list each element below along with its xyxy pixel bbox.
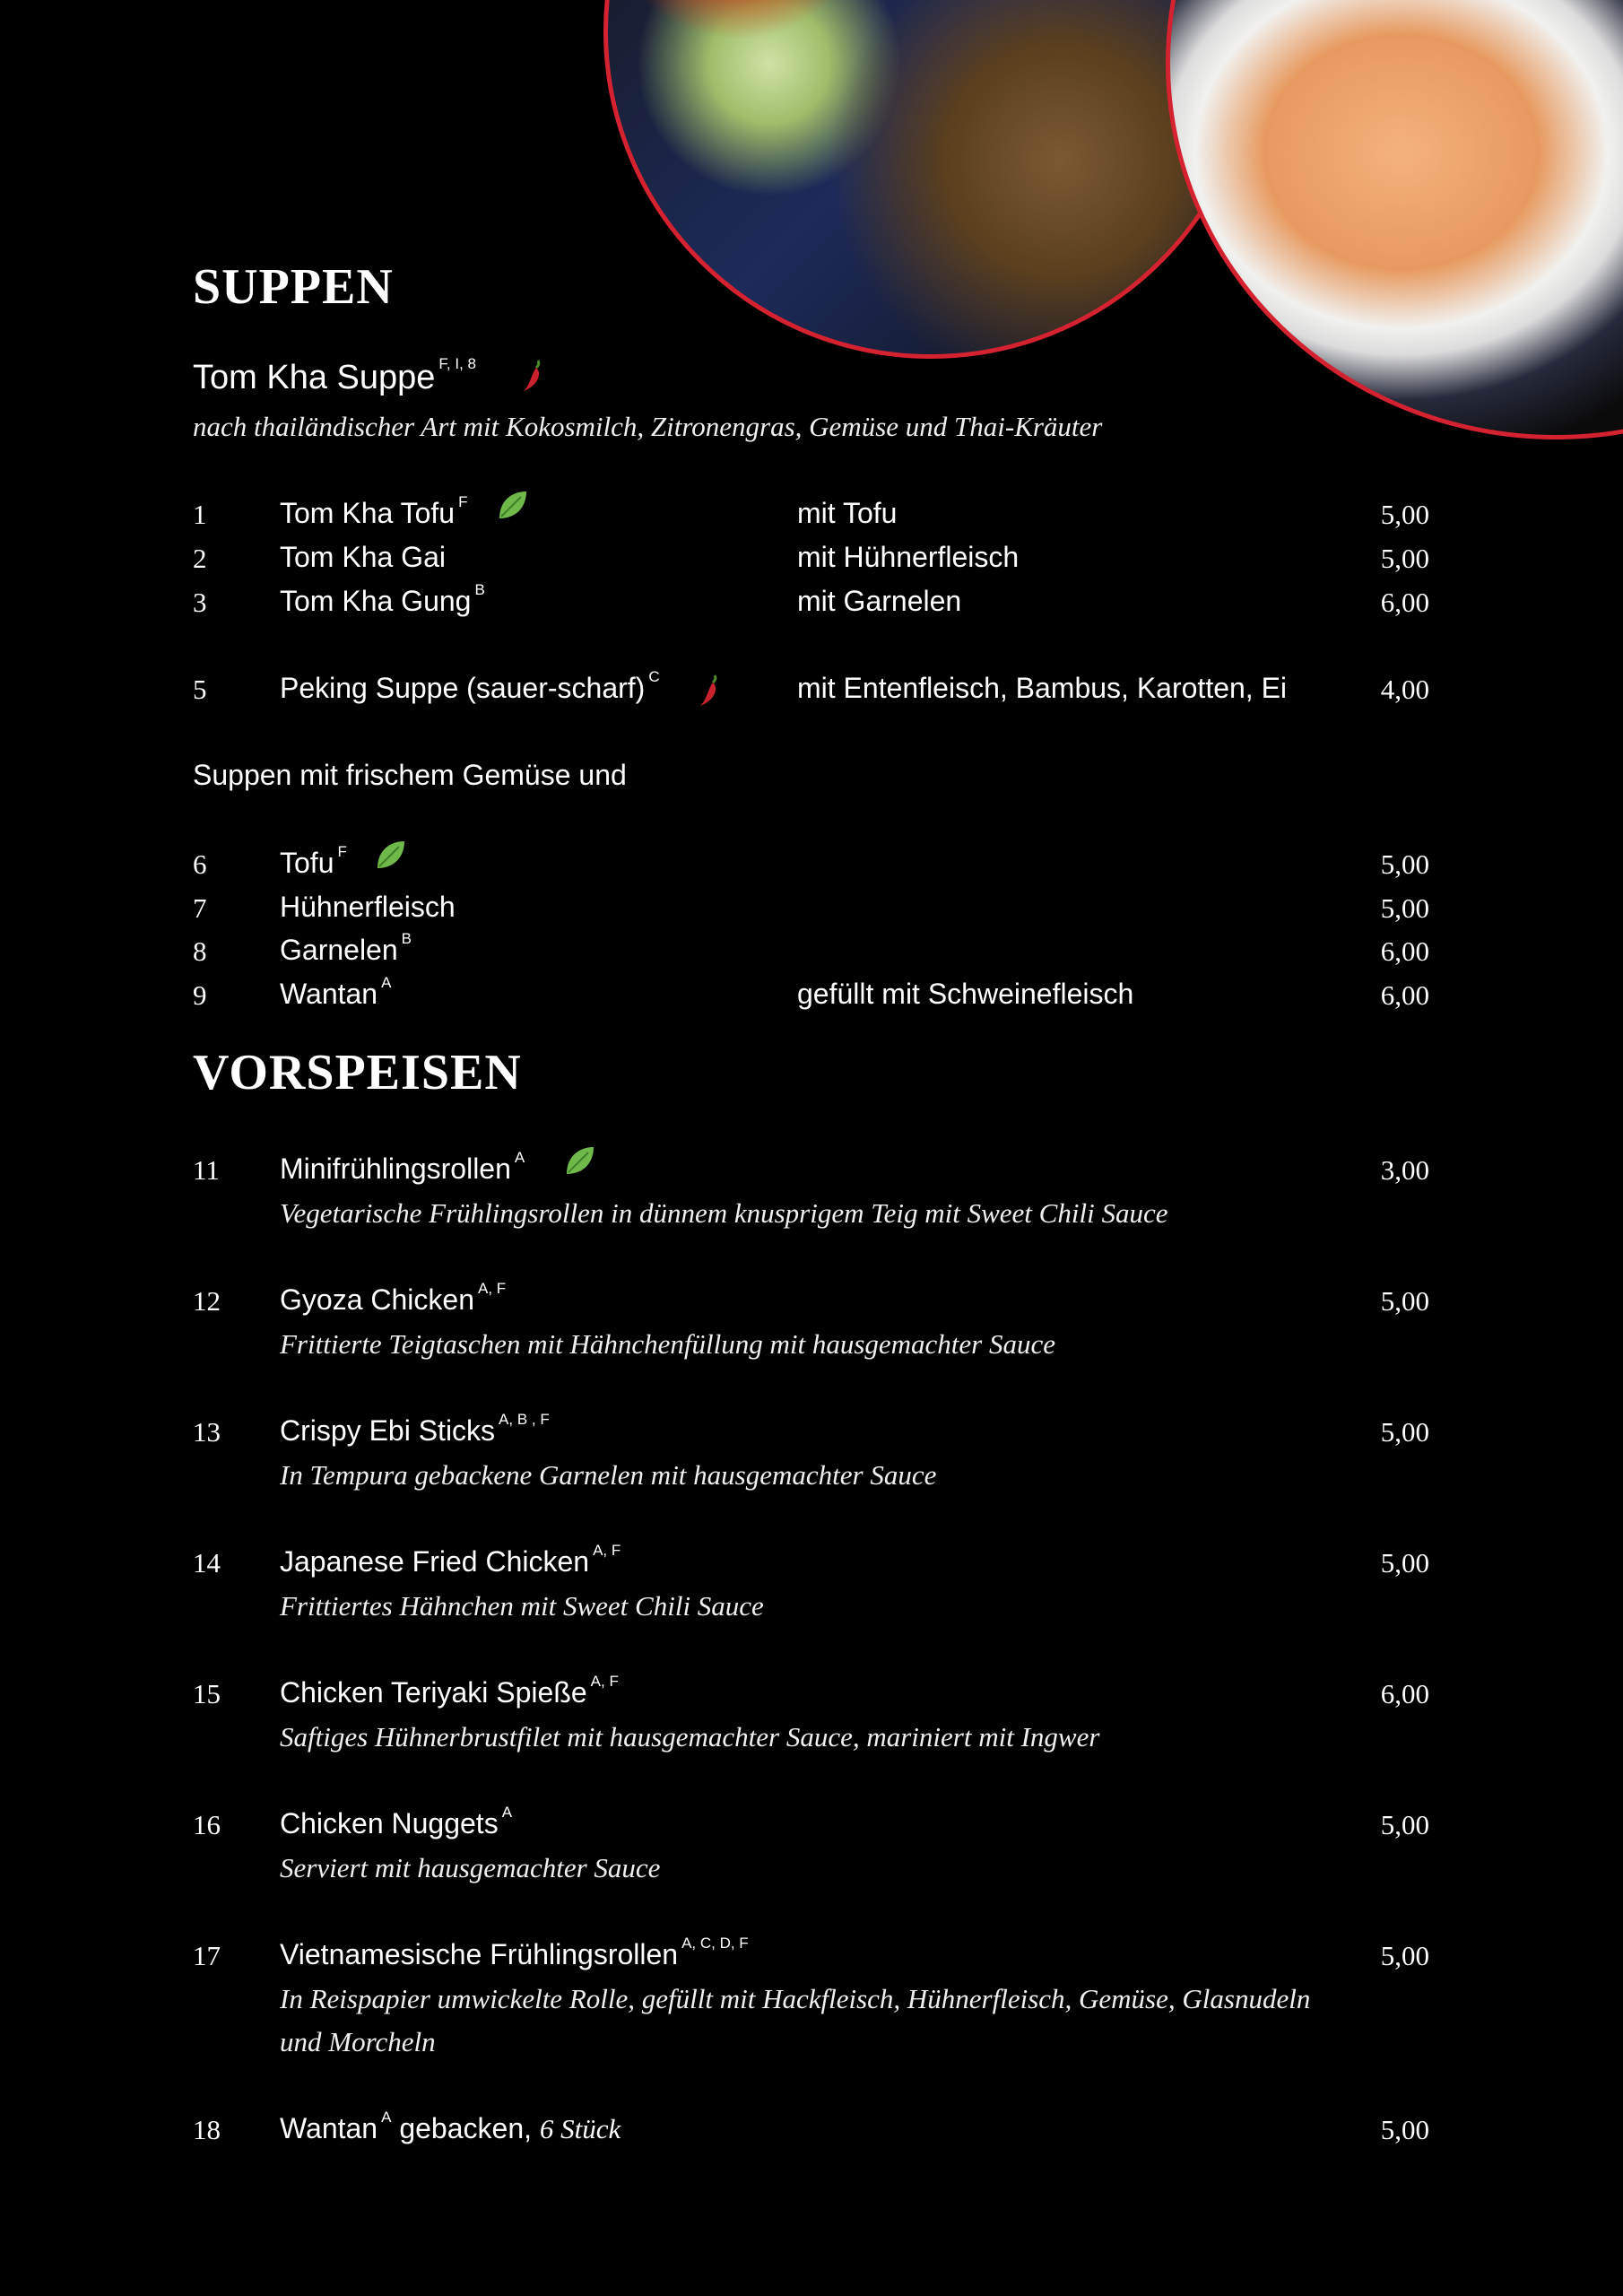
item-description: In Reispapier umwickelte Rolle, gefüllt mit Hackfleisch, Hühnerfleisch, Gemüse, Glasnudeln — [280, 1983, 1311, 2014]
item-number: 9 — [193, 979, 207, 1011]
item-description: Vegetarische Frühlingsrollen in dünnem knusprigem Teig mit Sweet Chili Sauce — [280, 1197, 1168, 1229]
item-detail: mit Entenfleisch, Bambus, Karotten, Ei — [797, 672, 1288, 704]
item-name: Hühnerfleisch — [280, 891, 456, 923]
item-name: Minifrühlingsrollen $^A$ — [280, 1149, 525, 1185]
item-price: 5,00 — [1380, 1547, 1429, 1578]
item-description: Saftiges Hühnerbrustfilet mit hausgemachter Sauce, mariniert mit Ingwer — [280, 1721, 1100, 1752]
item-number: 18 — [193, 2114, 221, 2145]
soups-heading: SUPPEN — [193, 259, 394, 315]
item-name: Tom Kha Gung $^B$ — [280, 581, 485, 617]
item-price: 6,00 — [1380, 1678, 1429, 1709]
item-name: Gyoza Chicken $^{A, F}$ — [280, 1280, 507, 1316]
item-name: Tom Kha Tofu $^F$ — [280, 493, 468, 529]
item-number: 6 — [193, 848, 207, 880]
spring-rolls-photo — [603, 0, 1258, 359]
item-name: Peking Suppe (sauer-scharf) $^C$ — [280, 668, 660, 704]
item-description: Frittiertes Hähnchen mit Sweet Chili Sauce — [280, 1590, 764, 1622]
item-number: 3 — [193, 587, 207, 618]
leaf-icon — [374, 838, 408, 872]
item-name: Crispy Ebi Sticks $^{A, B , F}$ — [280, 1411, 550, 1447]
item-name: Tofu $^F$ — [280, 843, 347, 879]
item-description: Frittierte Teigtaschen mit Hähnchenfüllung mit hausgemachter Sauce — [280, 1328, 1056, 1360]
leaf-icon — [496, 488, 530, 522]
tom-kha-title: Tom Kha Suppe $^{F, I, 8}$ — [193, 355, 476, 396]
item-price: 4,00 — [1380, 674, 1429, 705]
item-number: 5 — [193, 674, 207, 705]
vegetable-soup-intro: Suppen mit frischem Gemüse und — [193, 759, 627, 791]
item-detail: gefüllt mit Schweinefleisch — [797, 978, 1134, 1010]
item-price: 5,00 — [1380, 1416, 1429, 1448]
item-name: Wantan $^A$ — [280, 974, 392, 1010]
item-number: 7 — [193, 892, 207, 924]
item-description: In Tempura gebackene Garnelen mit hausgemachter Sauce — [280, 1459, 937, 1491]
item-price: 5,00 — [1380, 1809, 1429, 1840]
chili-pepper-icon — [518, 357, 547, 395]
item-number: 2 — [193, 543, 207, 574]
item-name: Vietnamesische Frühlingsrollen $^{A, C, D, F}$ — [280, 1935, 749, 1970]
item-detail: mit Garnelen — [797, 585, 962, 617]
item-number: 16 — [193, 1809, 221, 1840]
item-price: 6,00 — [1380, 979, 1429, 1011]
item-number: 17 — [193, 1940, 221, 1971]
item-number: 1 — [193, 499, 207, 530]
item-number: 14 — [193, 1547, 221, 1578]
item-price: 5,00 — [1380, 2114, 1429, 2145]
item-name: Chicken Teriyaki Spieße $^{A, F}$ — [280, 1673, 619, 1709]
item-number: 13 — [193, 1416, 221, 1448]
item-price: 5,00 — [1380, 892, 1429, 924]
item-price: 5,00 — [1380, 1940, 1429, 1971]
leaf-icon — [563, 1144, 597, 1178]
item-number: 11 — [193, 1154, 220, 1186]
item-description-continued: und Morcheln — [280, 2026, 436, 2057]
item-name: Wantan $^A$ gebacken, 6 Stück — [280, 2109, 621, 2144]
item-number: 8 — [193, 935, 207, 967]
item-price: 5,00 — [1380, 1285, 1429, 1317]
item-price: 5,00 — [1380, 543, 1429, 574]
item-number: 15 — [193, 1678, 221, 1709]
item-price: 5,00 — [1380, 499, 1429, 530]
item-description: Serviert mit hausgemachter Sauce — [280, 1852, 661, 1883]
item-name: Chicken Nuggets $^A$ — [280, 1804, 513, 1839]
item-name: Garnelen $^B$ — [280, 930, 412, 966]
tom-kha-description: nach thailändischer Art mit Kokosmilch, Zitronengras, Gemüse und Thai-Kräuter — [193, 411, 1103, 442]
item-price: 5,00 — [1380, 848, 1429, 880]
chili-pepper-icon — [695, 672, 724, 709]
item-price: 6,00 — [1380, 587, 1429, 618]
item-detail: mit Tofu — [797, 497, 898, 529]
starters-heading: VORSPEISEN — [193, 1045, 522, 1100]
item-detail: mit Hühnerfleisch — [797, 541, 1020, 573]
item-name: Japanese Fried Chicken $^{A, F}$ — [280, 1542, 621, 1578]
item-price: 6,00 — [1380, 935, 1429, 967]
soup-photo — [1166, 0, 1623, 439]
item-name: Tom Kha Gai — [280, 541, 446, 573]
item-number: 12 — [193, 1285, 221, 1317]
item-price: 3,00 — [1380, 1154, 1429, 1186]
